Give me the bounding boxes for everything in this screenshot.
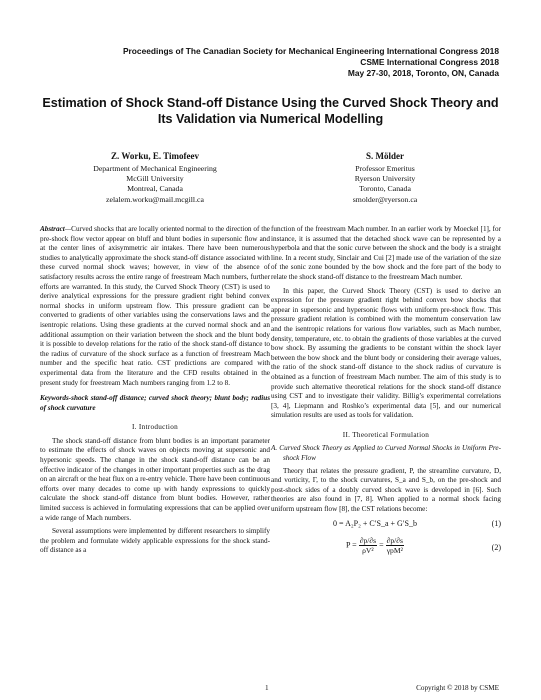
section-heading-theory: II. Theoretical Formulation xyxy=(342,430,430,439)
right-column xyxy=(271,225,501,561)
theory-paragraph: Theory that relates the pressure gradient, P, the streamline curvature, D, and vorticity, Γ, to the shock curvatures, S_a and S_b, on the pre-shock and post-shock sides of a doubly curved shock wave is developed in [6]. Such theories are also found in [7, 8]. When applied to a normal shock facing uniform upstream flow [8], the CST relations become: xyxy=(271,466,501,514)
author-names: S. Mölder xyxy=(366,151,404,161)
copyright-notice: Copyright © 2018 by CSME xyxy=(416,684,499,692)
author-email: zelalem.worku@mail.mcgill.ca xyxy=(106,194,204,204)
author-city: Toronto, Canada xyxy=(359,184,411,194)
conference-header xyxy=(123,46,499,79)
fraction-2-denominator: γpM² xyxy=(386,545,403,555)
title-line-1: Estimation of Shock Stand-off Distance Using the Curved Shock Theory and xyxy=(42,96,499,110)
fraction-1-numerator: ∂p/∂s xyxy=(359,535,377,545)
equation-2-expression xyxy=(271,536,479,555)
author-names: Z. Worku, E. Timofeev xyxy=(110,151,199,161)
equation-1-number: (1) xyxy=(491,518,501,528)
equation-1-expression: 0 = A₂P₂ + C′S_a + G′S_b xyxy=(333,518,417,528)
conference-name: Proceedings of The Canadian Society for Mechanical Engineering International Congress 2018 xyxy=(122,46,499,56)
conference-short-name: CSME International Congress 2018 xyxy=(360,57,499,67)
equation-2-equals: = xyxy=(379,539,384,549)
abstract-label: Abstract xyxy=(40,225,65,233)
author-role: Professor Emeritus xyxy=(355,164,415,173)
subsection-heading: A. Curved Shock Theory as Applied to Curved Normal Shocks in Uniform Pre-shock Flow xyxy=(271,444,501,463)
equation-2-number: (2) xyxy=(491,542,501,552)
abstract xyxy=(40,225,270,388)
conference-dates-location: May 27-30, 2018, Toronto, ON, Canada xyxy=(347,68,499,78)
equation-2-fraction-1 xyxy=(359,536,377,555)
section-heading-introduction: I. Introduction xyxy=(131,423,179,432)
abstract-text: Curved shocks that are locally oriented normal to the direction of the pre-shock flow vector appear on bluff and blunt bodies in supersonic flow and at the center lines of axisymmetric air intakes. There have been numerous studies to analytically approximate the shock stand-off distance associated with these curved normal shock waves; however, in view of the absence of satisfactory results across the entire range of freestream Mach numbers, further efforts are warranted. In this study, the Curved Shock Theory (CST) is used to derive analytical expressions for the pressure gradient right behind convex normal shocks in uniform upstream flow. This pressure gradient can be converted to gradients of other variables using the conservations laws and the isentropic relations. Using these gradients at the curved normal shock and an additional assumption on their variation between the shock and the blunt body it is possible to develop relations for the ratio of the shock stand-off distance to the radius of curvature of the shock surface as a function of freestream Mach number and the specific heat ratio. CST predictions are compared with experimental data from the literature and the CFD results obtained in the present study for freestream Mach numbers ranging from 1.2 to 8. xyxy=(40,225,270,387)
equation-1 xyxy=(271,517,501,533)
fraction-2-numerator: ∂p/∂s xyxy=(386,535,403,545)
page-number: 1 xyxy=(265,684,269,692)
author-organization: McGill University xyxy=(126,174,184,184)
author-block-left xyxy=(40,150,270,205)
author-organization: Ryerson University xyxy=(354,174,416,184)
equation-2 xyxy=(271,535,501,561)
left-column xyxy=(40,225,270,556)
author-city: Montreal, Canada xyxy=(127,184,183,194)
right-paragraph-1: function of the freestream Mach number. In an earlier work by Moeckel [1], for instance, it is assumed that the detached shock wave can be represented by a hyperbola and that the sonic curve between the shock and the body is a straight line. In a recent study, Sinclair and Cui [2] made use of the variation of the size of the sonic zone bounded by the bow shock and the fore part of the body to relate the shock stand-off distance to the freestream Mach number. xyxy=(271,225,501,281)
right-paragraph-2: In this paper, the Curved Shock Theory (CST) is used to derive an expression for the pressure gradient right behind convex bow shocks that appear in supersonic and hypersonic flows with uniform pre-shock flow. This pressure gradient relation is combined with the momentum conservation law and the isentropic relations for various flow variables, such as Mach number, density, temperature, etc. to obtain the gradients of those variables at the curved bow shock. By assuming the gradients to be constant within the shock layer between the bow shock and the blunt body or considering their average values, the ratio of the shock stand-off distance to the shock radius of curvature is obtained as a function of freestream Mach number. The aim of this study is to provide such alternative theoretical relations for the shock stand-off distance using CST and to investigate their validity. Billig’s experimental correlations [3, 4], Liepmann and Roshko’s experimental data [5], and our numerical simulation results are used as tools for validation. xyxy=(271,286,501,420)
intro-paragraph-2: Several assumptions were implemented by different researchers to simplify the problem and formulate widely applicable expressions for the shock stand-off distance as a xyxy=(40,527,270,555)
equation-2-lhs: P = xyxy=(346,539,357,549)
equation-2-fraction-2 xyxy=(386,536,404,555)
author-email: smolder@ryerson.ca xyxy=(352,194,418,204)
intro-paragraph-1: The shock stand-off distance from blunt bodies is an important parameter to estimate the effects of shock waves on objects moving at supersonic and hypersonic speeds. The change in the shock stand-off distance can be an effective indicator of the changes in other important properties such as the drag on an aircraft or the heat flux on a re-entry vehicle. There have been continuous efforts over many decades to come up with handy expressions to quickly calculate the shock stand-off distance from blunt bodies. However, rather limited success is achieved in formulating expressions that can be applied over a wide range of Mach numbers. xyxy=(40,436,270,522)
author-department: Department of Mechanical Engineering xyxy=(93,164,217,173)
author-block-right xyxy=(270,150,500,205)
keywords: Keywords-shock stand-off distance; curved shock theory; blunt body; radius of shock curvature xyxy=(40,394,270,412)
abstract-dash: — xyxy=(64,225,72,233)
title-line-2: Its Validation via Numerical Modelling xyxy=(157,111,384,126)
paper-title xyxy=(40,96,501,127)
fraction-1-denominator: ρV² xyxy=(362,545,374,555)
